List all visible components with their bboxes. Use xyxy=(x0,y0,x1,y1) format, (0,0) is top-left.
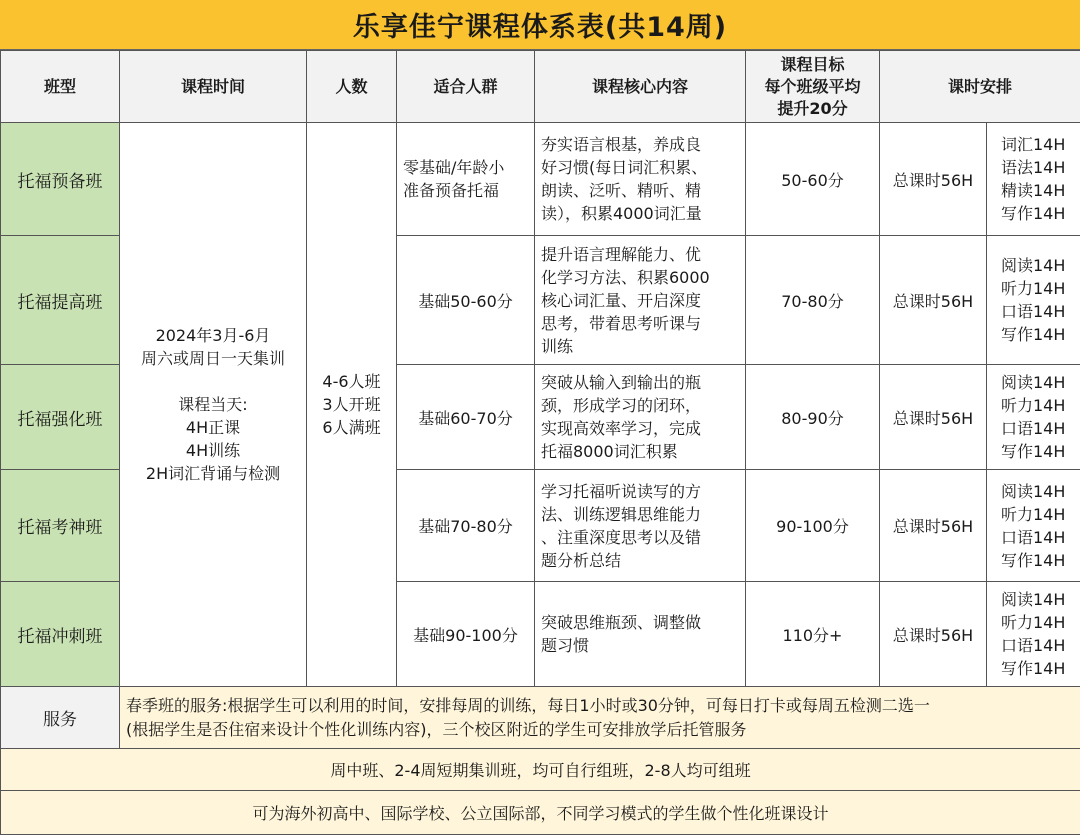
content-line: 夯实语言根基，养成良 xyxy=(541,135,702,154)
content-line: 题分析总结 xyxy=(541,550,622,570)
audience-line: 准备预备托福 xyxy=(403,181,500,200)
header-content: 课程核心内容 xyxy=(535,51,746,123)
hours-breakdown-cell xyxy=(987,236,1080,365)
audience-cell: 基础90-100分 xyxy=(397,582,535,687)
audience-cell xyxy=(397,123,535,236)
header-people: 人数 xyxy=(307,51,397,123)
total-hours-cell: 总课时56H xyxy=(880,236,987,365)
service-text xyxy=(120,687,1080,749)
audience-cell: 基础70-80分 xyxy=(397,470,535,582)
content-cell xyxy=(535,582,746,687)
total-hours-cell: 总课时56H xyxy=(880,582,987,687)
hours-line: 阅读14H xyxy=(1001,481,1066,501)
header-class-type: 班型 xyxy=(1,51,120,123)
hours-line: 口语14H xyxy=(1001,636,1066,655)
total-hours-cell: 总课时56H xyxy=(880,365,987,470)
content-line: 突破从输入到输出的瓶 xyxy=(541,373,702,392)
note-row xyxy=(1,749,1080,791)
class-name: 托福冲刺班 xyxy=(1,582,120,687)
header-audience: 适合人群 xyxy=(397,51,535,123)
people-cell xyxy=(307,123,397,687)
content-line: 法、训练逻辑思维能力 xyxy=(541,504,702,524)
time-line xyxy=(120,370,306,393)
time-line: 4H训练 xyxy=(185,441,241,460)
service-label: 服务 xyxy=(1,687,120,749)
header-schedule: 课时安排 xyxy=(880,51,1080,123)
content-line: 托福8000词汇积累 xyxy=(541,442,678,461)
hours-line: 口语14H xyxy=(1001,419,1066,438)
content-line: 、注重深度思考以及错 xyxy=(541,527,702,547)
header-row xyxy=(1,51,1080,123)
hours-line: 精读14H xyxy=(1001,181,1066,200)
hours-line: 写作14H xyxy=(1001,442,1066,461)
people-line: 4-6人班 xyxy=(322,372,381,391)
audience-line: 零基础/年龄小 xyxy=(403,158,505,177)
content-line: 好习惯(每日词汇积累、 xyxy=(541,158,708,177)
hours-line: 口语14H xyxy=(1001,302,1066,321)
class-name: 托福强化班 xyxy=(1,365,120,470)
hours-line: 口语14H xyxy=(1001,527,1066,547)
goal-cell: 70-80分 xyxy=(746,236,880,365)
goal-cell: 110分+ xyxy=(746,582,880,687)
goal-cell: 90-100分 xyxy=(746,470,880,582)
header-time: 课程时间 xyxy=(120,51,307,123)
hours-breakdown-cell xyxy=(987,365,1080,470)
time-line: 课程当天: xyxy=(178,395,248,414)
time-line: 周六或周日一天集训 xyxy=(140,349,285,368)
people-line: 6人满班 xyxy=(322,418,381,437)
content-line: 读），积累4000词汇量 xyxy=(541,204,702,223)
content-line: 提升语言理解能力、优 xyxy=(541,244,702,264)
hours-line: 听力14H xyxy=(1001,396,1066,415)
hours-line: 听力14H xyxy=(1001,279,1066,298)
audience-cell: 基础60-70分 xyxy=(397,365,535,470)
service-line: 春季班的服务:根据学生可以利用的时间，安排每周的训练，每日1小时或30分钟，可每日打卡或每周五检测二选一 xyxy=(126,695,930,715)
hours-line: 词汇14H xyxy=(1001,135,1066,154)
header-goal-line: 课程目标 xyxy=(780,54,845,74)
content-line: 核心词汇量、开启深度 xyxy=(541,290,702,310)
content-cell xyxy=(535,365,746,470)
service-row xyxy=(1,687,1080,749)
hours-line: 写作14H xyxy=(1001,659,1066,678)
hours-line: 语法14H xyxy=(1001,158,1066,177)
course-time-cell xyxy=(120,123,307,687)
header-goal xyxy=(746,51,880,123)
header-goal-line: 每个班级平均 xyxy=(764,76,861,96)
content-line: 学习托福听说读写的方 xyxy=(541,481,702,501)
total-hours-cell: 总课时56H xyxy=(880,123,987,236)
hours-breakdown-cell xyxy=(987,123,1080,236)
total-hours-cell: 总课时56H xyxy=(880,470,987,582)
audience-cell: 基础50-60分 xyxy=(397,236,535,365)
goal-cell: 50-60分 xyxy=(746,123,880,236)
content-line: 化学习方法、积累6000 xyxy=(541,267,710,287)
hours-line: 阅读14H xyxy=(1001,590,1066,609)
content-line: 题习惯 xyxy=(541,636,590,655)
service-line: (根据学生是否住宿来设计个性化训练内容)，三个校区附近的学生可安排放学后托管服务 xyxy=(126,719,747,739)
content-line: 朗读、泛听、精听、精 xyxy=(541,181,702,200)
table-row xyxy=(1,123,1080,236)
content-line: 思考，带着思考听课与 xyxy=(541,313,702,333)
note-text: 可为海外初高中、国际学校、公立国际部，不同学习模式的学生做个性化班课设计 xyxy=(1,791,1080,835)
hours-line: 听力14H xyxy=(1001,504,1066,524)
hours-line: 阅读14H xyxy=(1001,256,1066,275)
hours-breakdown-cell xyxy=(987,470,1080,582)
time-line: 2H词汇背诵与检测 xyxy=(145,464,281,483)
hours-breakdown-cell xyxy=(987,582,1080,687)
content-cell xyxy=(535,236,746,365)
time-line: 4H正课 xyxy=(185,418,241,437)
header-goal-line: 提升20分 xyxy=(777,98,848,118)
note-row xyxy=(1,791,1080,835)
content-cell xyxy=(535,470,746,582)
time-line: 2024年3月-6月 xyxy=(155,326,271,345)
hours-line: 阅读14H xyxy=(1001,373,1066,392)
note-text: 周中班、2-4周短期集训班，均可自行组班，2-8人均可组班 xyxy=(1,749,1080,791)
hours-line: 写作14H xyxy=(1001,550,1066,570)
class-name: 托福预备班 xyxy=(1,123,120,236)
content-line: 颈，形成学习的闭环， xyxy=(541,396,702,415)
content-line: 突破思维瓶颈、调整做 xyxy=(541,613,702,632)
goal-cell: 80-90分 xyxy=(746,365,880,470)
content-line: 训练 xyxy=(541,336,574,356)
hours-line: 写作14H xyxy=(1001,325,1066,344)
content-cell xyxy=(535,123,746,236)
page-title: 乐享佳宁课程体系表(共14周) xyxy=(0,0,1080,50)
course-table xyxy=(0,50,1080,835)
class-name: 托福考神班 xyxy=(1,470,120,582)
hours-line: 写作14H xyxy=(1001,204,1066,223)
hours-line: 听力14H xyxy=(1001,613,1066,632)
class-name: 托福提高班 xyxy=(1,236,120,365)
content-line: 实现高效率学习，完成 xyxy=(541,419,702,438)
people-line: 3人开班 xyxy=(322,395,381,414)
